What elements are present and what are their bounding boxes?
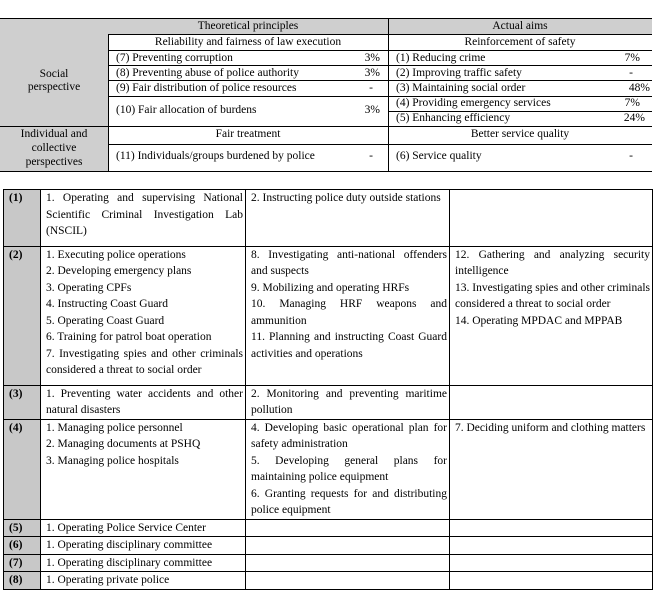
duty-item: 1. Operating and supervising National Scientific Criminal Investigation Lab (NSCIL)	[46, 192, 243, 237]
duty-cell-col3	[450, 519, 653, 537]
better-service-subheader: Better service quality	[470, 128, 570, 140]
right-row-label: (3) Maintaining social order	[396, 82, 526, 94]
left-row-label: (8) Preventing abuse of police authority	[116, 67, 299, 79]
duty-row-label: (1)	[4, 190, 41, 247]
duty-cell-col3	[450, 246, 653, 385]
right-row-label: (4) Providing emergency services	[396, 97, 551, 109]
right-row-label: (2) Improving traffic safety	[396, 67, 522, 79]
duty-table	[3, 189, 653, 590]
right-row-value: 7%	[624, 97, 640, 109]
duty-row	[4, 385, 653, 419]
duty-row-label: (3)	[4, 385, 41, 419]
duty-item: 11. Planning and instructing Coast Guard activities and operations	[251, 331, 447, 360]
duty-cell-col3	[450, 572, 653, 590]
duty-item: 1. Managing police personnel	[46, 421, 183, 434]
duty-item: 2. Monitoring and preventing maritime pollution	[251, 387, 447, 416]
duty-row	[4, 419, 653, 519]
duty-row	[4, 554, 653, 572]
right-row-value: 48%	[628, 82, 650, 94]
duty-cell-col3	[450, 554, 653, 572]
duty-cell-col1	[41, 537, 246, 555]
duty-cell-col1	[41, 419, 246, 519]
duty-row-label: (6)	[4, 537, 41, 555]
duty-item: 2. Managing documents at PSHQ	[46, 438, 201, 450]
duty-item: 7. Deciding uniform and clothing matters	[455, 421, 646, 434]
duty-cell-col2	[246, 519, 450, 537]
left-row-value: -	[369, 82, 373, 94]
duty-cell-col2	[246, 385, 450, 419]
left-row-label: (7) Preventing corruption	[116, 52, 233, 64]
individual-perspective-label-3: perspectives	[25, 156, 83, 168]
principles-aims-table	[0, 18, 652, 172]
social-perspective-label: Social	[39, 68, 69, 80]
duty-item: 4. Instructing Coast Guard	[46, 298, 169, 310]
left-row-value: 3%	[364, 104, 380, 116]
duty-cell-col1	[41, 519, 246, 537]
duty-row-label: (8)	[4, 572, 41, 590]
duty-item: 7. Investigating spies and other criminals considered a threat to social order	[46, 347, 243, 376]
duty-cell-col3	[450, 190, 653, 247]
duty-item: 6. Granting requests for and distributing police equipment	[251, 487, 447, 516]
reliability-subheader: Reliability and fairness of law execution	[154, 36, 342, 48]
actual-aims-header: Actual aims	[492, 20, 548, 32]
duty-cell-col1	[41, 246, 246, 385]
duty-row-label: (7)	[4, 554, 41, 572]
duty-row	[4, 190, 653, 247]
left-row-label: (9) Fair distribution of police resources	[116, 82, 297, 94]
duty-item: 8. Investigating anti-national offenders and suspects	[251, 248, 447, 277]
duty-row	[4, 246, 653, 385]
duty-item: 1. Operating Police Service Center	[46, 521, 206, 534]
left-row-label: (11) Individuals/groups burdened by police	[116, 150, 315, 162]
duty-item: 1. Executing police operations	[46, 248, 186, 261]
duty-item: 1. Operating private police	[46, 574, 170, 586]
duty-item: 3. Operating CPFs	[46, 281, 132, 294]
duty-item: 1. Operating disciplinary committee	[46, 539, 213, 551]
left-row-value: -	[369, 150, 373, 162]
right-row-value: -	[629, 67, 633, 79]
duty-item: 2. Developing emergency plans	[46, 265, 192, 277]
duty-cell-col1	[41, 190, 246, 247]
duty-item: 5. Developing general plans for maintaining police equipment	[251, 454, 447, 483]
duty-cell-col3	[450, 537, 653, 555]
duty-row	[4, 572, 653, 590]
duty-cell-col1	[41, 554, 246, 572]
duty-cell-col3	[450, 419, 653, 519]
duty-row-label: (4)	[4, 419, 41, 519]
left-row-value: 3%	[364, 52, 380, 64]
duty-item: 1. Operating disciplinary committee	[46, 556, 213, 569]
duty-item: 5. Operating Coast Guard	[46, 314, 165, 327]
right-row-value: 24%	[623, 112, 645, 124]
duty-item: 1. Preventing water accidents and other natural disasters	[46, 387, 243, 416]
duty-item: 6. Training for patrol boat operation	[46, 331, 212, 343]
duty-item: 2. Instructing police duty outside stations	[251, 192, 441, 204]
duty-row-label: (5)	[4, 519, 41, 537]
duty-cell-col2	[246, 190, 450, 247]
social-perspective-label-2: perspective	[27, 81, 81, 93]
duty-row-label: (2)	[4, 246, 41, 385]
right-row-value: -	[629, 150, 633, 162]
fair-treatment-subheader: Fair treatment	[215, 128, 281, 140]
right-row-value: 7%	[624, 52, 640, 64]
duty-row	[4, 519, 653, 537]
duty-item: 10. Managing HRF weapons and ammunition	[251, 298, 447, 327]
duty-item: 14. Operating MPDAC and MPPAB	[455, 314, 623, 327]
duty-cell-col2	[246, 419, 450, 519]
duty-item: 13. Investigating spies and other criminals considered a threat to social order	[455, 281, 650, 310]
individual-perspective-label-2: collective	[31, 142, 77, 154]
duty-cell-col2	[246, 572, 450, 590]
duty-item: 4. Developing basic operational plan for safety administration	[251, 421, 447, 450]
duty-cell-col2	[246, 554, 450, 572]
duty-cell-col2	[246, 537, 450, 555]
right-row-label: (1) Reducing crime	[396, 52, 486, 64]
duty-cell-col2	[246, 246, 450, 385]
left-row-label: (10) Fair allocation of burdens	[116, 104, 257, 116]
left-row-value: 3%	[364, 67, 380, 79]
individual-perspective-label: Individual and	[20, 128, 88, 140]
duty-cell-col3	[450, 385, 653, 419]
theoretical-principles-header: Theoretical principles	[197, 20, 299, 32]
duty-cell-col1	[41, 385, 246, 419]
right-row-label: (6) Service quality	[396, 150, 482, 162]
duty-cell-col1	[41, 572, 246, 590]
right-row-label: (5) Enhancing efficiency	[396, 112, 511, 124]
duty-row	[4, 537, 653, 555]
duty-item: 12. Gathering and analyzing security intelligence	[455, 248, 650, 277]
duty-item: 9. Mobilizing and operating HRFs	[251, 281, 410, 294]
reinforcement-subheader: Reinforcement of safety	[464, 36, 576, 48]
duty-item: 3. Managing police hospitals	[46, 454, 179, 467]
